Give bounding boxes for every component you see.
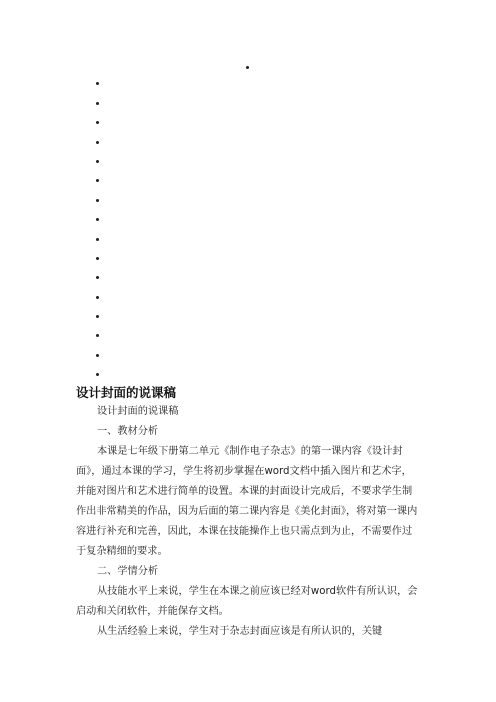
section-heading: 一、教材分析 [97, 426, 159, 437]
bullet-marker [96, 354, 99, 357]
subtitle-paragraph: 设计封面的说课稿 [97, 406, 179, 417]
body-paragraph: 本课是七年级下册第二单元《制作电子杂志》的第一课内容《设计封面》，通过本课的学习，学生将初步掌握在word文档中插入图片和艺术字，并能对图片和艺术进行简单的设置。本课的封面设计完成后，不要求学生制作出非常精美的作品，因为后面的第二课内容是《美化封面》，将对第一课内容进行补充和完善，因此，本课在技能操作上也只需点到为止，不需要作过于复杂精细的要求。 [76, 446, 418, 557]
bullet-marker [96, 296, 99, 299]
document-title: 设计封面的说课稿 [76, 385, 177, 400]
bullet-marker [96, 121, 99, 124]
bullet-marker [96, 315, 99, 318]
bullet-marker [96, 160, 99, 163]
body-paragraph: 从技能水平上来说，学生在本课之前应该已经对word软件有所认识，会启动和关闭软件，并能保存文档。 [76, 586, 418, 617]
bullet-marker [96, 373, 99, 376]
bullet-marker [96, 218, 99, 221]
bullet-marker [96, 276, 99, 279]
bullet-marker [96, 257, 99, 260]
bullet-marker [96, 199, 99, 202]
bullet-marker [96, 82, 99, 85]
section-heading: 二、学情分析 [97, 566, 159, 577]
bullet-marker [246, 66, 249, 69]
bullet-marker [96, 334, 99, 337]
bullet-marker [96, 179, 99, 182]
body-paragraph: 从生活经验上来说，学生对于杂志封面应该是有所认识的，关键 [97, 626, 383, 637]
bullet-marker [96, 141, 99, 144]
bullet-marker [96, 102, 99, 105]
bullet-marker [96, 238, 99, 241]
